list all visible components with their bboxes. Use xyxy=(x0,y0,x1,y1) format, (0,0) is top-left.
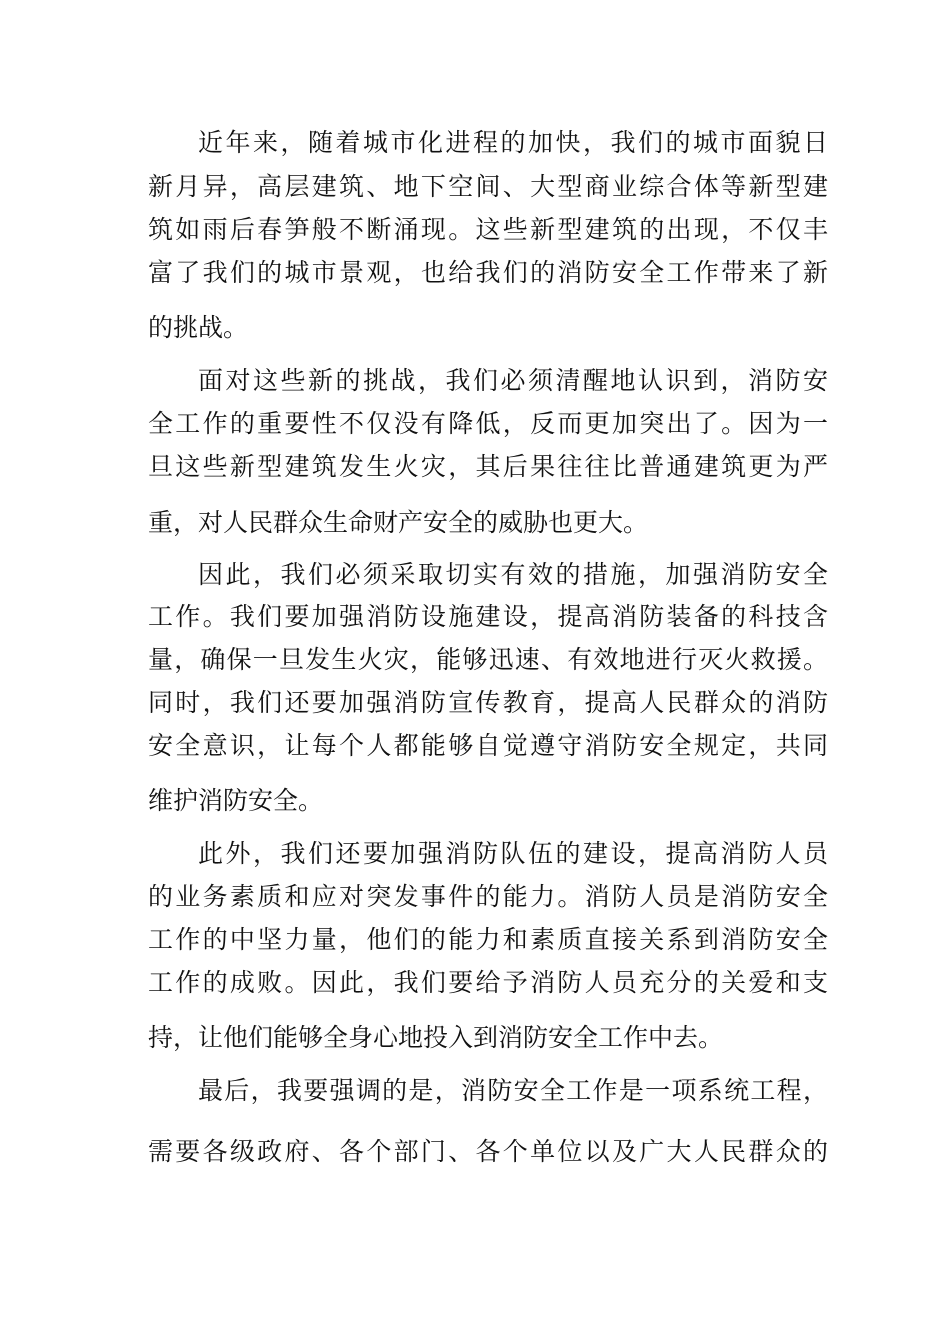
paragraph-4-line-5: 持，让他们能够全身心地投入到消防安全工作中去。 xyxy=(148,1023,724,1052)
paragraph-3-line-2: 工作。我们要加强消防设施建设，提高消防装备的科技含 xyxy=(148,602,828,631)
paragraph-4-line-4: 工作的成败。因此，我们要给予消防人员充分的关爱和支 xyxy=(148,968,828,997)
paragraph-1-line-4: 富了我们的城市景观，也给我们的消防安全工作带来了新 xyxy=(148,258,828,287)
paragraph-2-line-3: 旦这些新型建筑发生火灾，其后果往往比普通建筑更为严 xyxy=(148,452,828,481)
paragraph-5-line-2: 需要各级政府、各个部门、各个单位以及广大人民群众的 xyxy=(148,1137,828,1166)
paragraph-4-line-1: 此外，我们还要加强消防队伍的建设，提高消防人员 xyxy=(198,839,828,868)
paragraph-1-line-2: 新月异，高层建筑、地下空间、大型商业综合体等新型建 xyxy=(148,172,828,201)
paragraph-2-line-1: 面对这些新的挑战，我们必须清醒地认识到，消防安 xyxy=(198,366,828,395)
paragraph-3-line-4: 同时，我们还要加强消防宣传教育，提高人民群众的消防 xyxy=(148,688,828,717)
paragraph-4-line-2: 的业务素质和应对突发事件的能力。消防人员是消防安全 xyxy=(148,882,828,911)
paragraph-5-line-1: 最后，我要强调的是，消防安全工作是一项系统工程， xyxy=(198,1076,828,1105)
paragraph-3-line-3: 量，确保一旦发生火灾，能够迅速、有效地进行灭火救援。 xyxy=(148,645,828,674)
paragraph-3-line-5: 安全意识，让每个人都能够自觉遵守消防安全规定，共同 xyxy=(148,731,828,760)
paragraph-2-line-4: 重，对人民群众生命财产安全的威胁也更大。 xyxy=(148,508,649,537)
paragraph-1-line-3: 筑如雨后春笋般不断涌现。这些新型建筑的出现，不仅丰 xyxy=(148,215,828,244)
paragraph-1-line-1: 近年来，随着城市化进程的加快，我们的城市面貌日 xyxy=(198,128,828,157)
paragraph-2-line-2: 全工作的重要性不仅没有降低，反而更加突出了。因为一 xyxy=(148,409,828,438)
paragraph-1-line-5: 的挑战。 xyxy=(148,313,249,342)
paragraph-4-line-3: 工作的中坚力量，他们的能力和素质直接关系到消防安全 xyxy=(148,925,828,954)
paragraph-3-line-6: 维护消防安全。 xyxy=(148,786,324,815)
paragraph-3-line-1: 因此，我们必须采取切实有效的措施，加强消防安全 xyxy=(198,560,828,589)
